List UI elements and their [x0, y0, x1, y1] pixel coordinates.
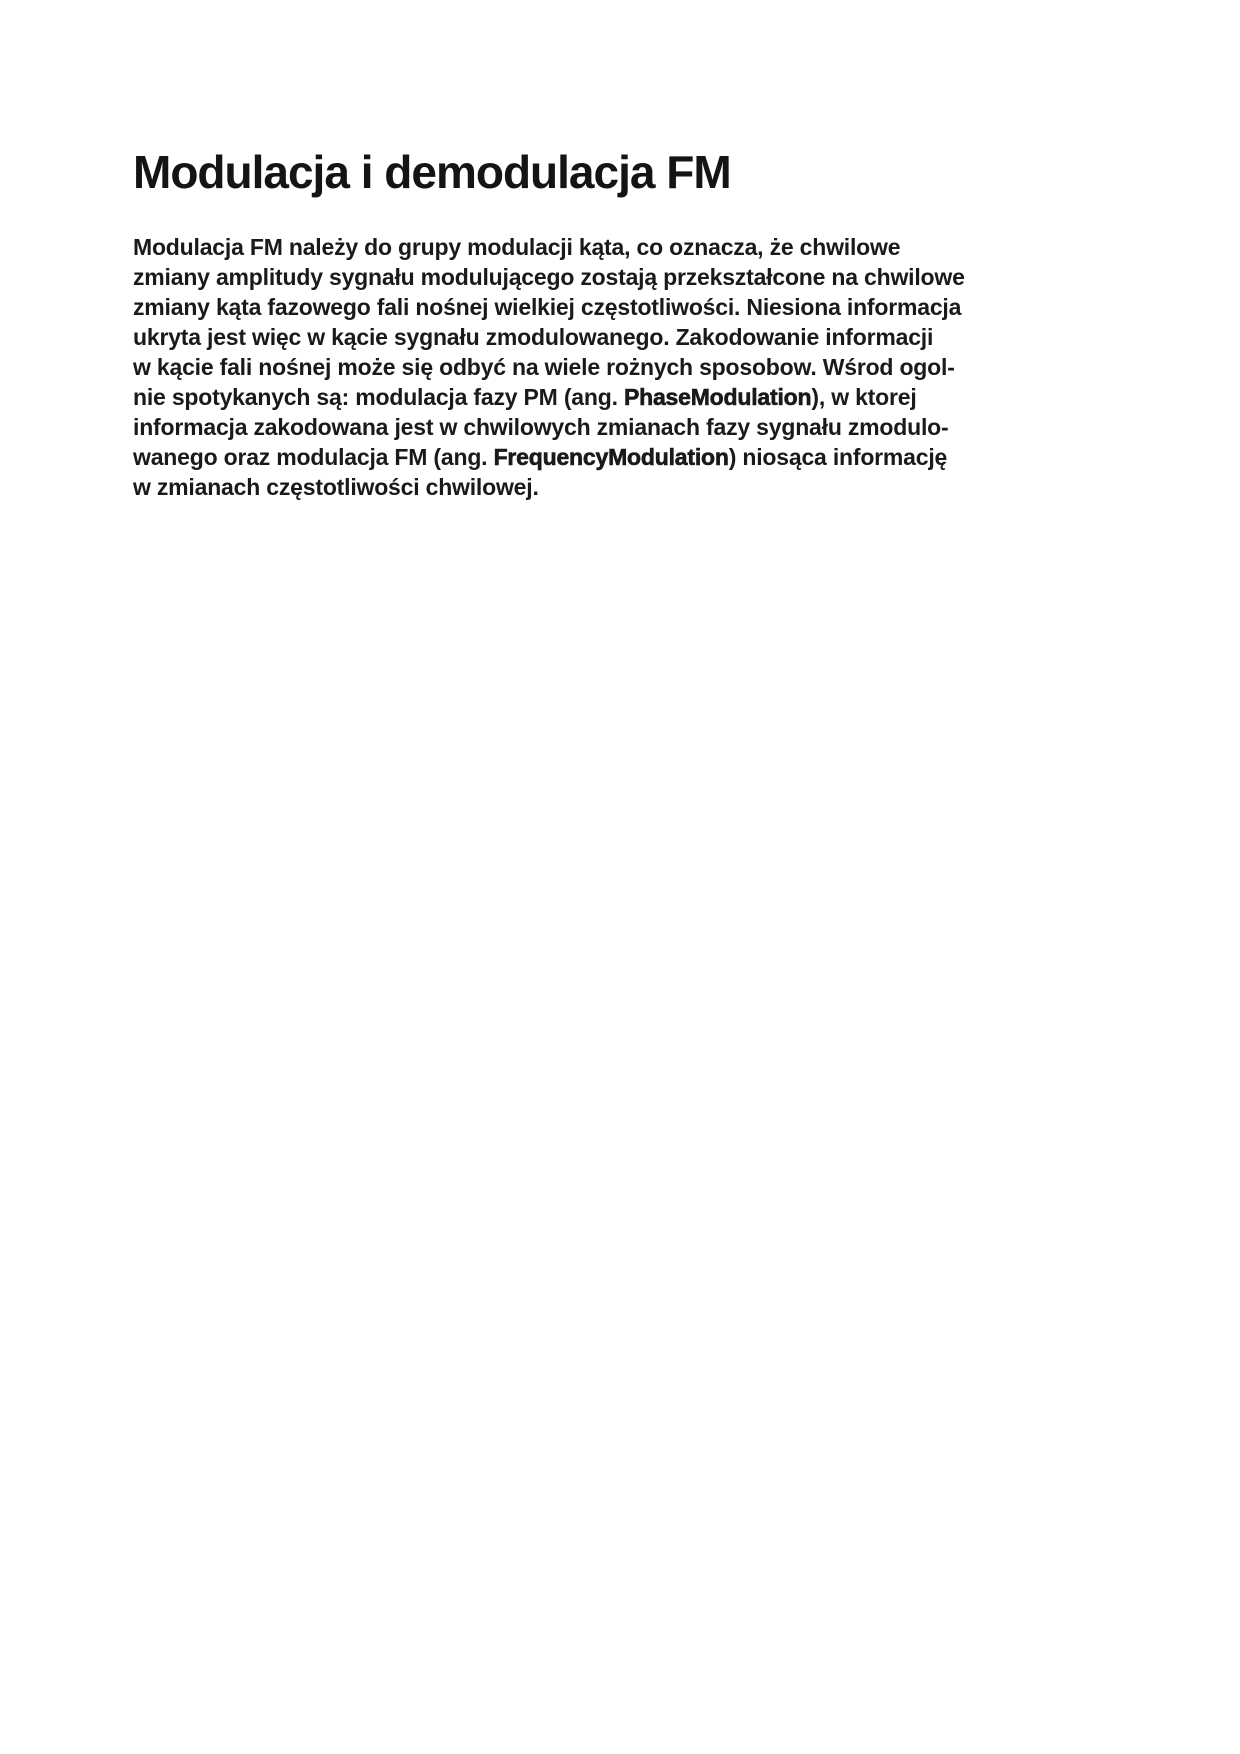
paragraph-line	[133, 412, 1033, 442]
text-segment: wanego oraz modulacja FM (ang.	[133, 444, 494, 470]
paragraph-line	[133, 442, 1033, 472]
text-segment: Modulacja FM należy do grupy modulacji kąta, co oznacza, że chwilowe	[133, 234, 901, 260]
bold-term-frequency-modulation: FrequencyModulation	[493, 444, 729, 470]
paragraph-line	[133, 262, 1033, 292]
text-segment: w kącie fali nośnej może się odbyć na wiele rożnych sposobow. Wśrod ogol-	[133, 354, 955, 380]
text-segment: w zmianach częstotliwości chwilowej.	[133, 474, 539, 500]
paragraph-line	[133, 472, 1033, 502]
text-segment: ), w ktorej	[811, 384, 917, 410]
text-segment: zmiany kąta fazowego fali nośnej wielkiej częstotliwości. Niesiona informacja	[133, 294, 962, 320]
text-segment: ) niosąca informację	[728, 444, 948, 470]
text-segment: nie spotykanych są: modulacja fazy PM (ang.	[133, 384, 624, 410]
text-segment: informacja zakodowana jest w chwilowych zmianach fazy sygnału zmodulo-	[133, 414, 949, 440]
paragraph-line	[133, 382, 1033, 412]
document-content	[133, 146, 1033, 502]
paragraph-line	[133, 322, 1033, 352]
paragraph-line	[133, 292, 1033, 322]
bold-term-phase-modulation: PhaseModulation	[623, 384, 812, 410]
text-segment: ukryta jest więc w kącie sygnału zmodulowanego. Zakodowanie informacji	[133, 324, 934, 350]
paragraph-line	[133, 352, 1033, 382]
body-paragraph	[133, 232, 1033, 502]
text-segment: zmiany amplitudy sygnału modulującego zostają przekształcone na chwilowe	[133, 264, 965, 290]
paragraph-line	[133, 232, 1033, 262]
page-title: Modulacja i demodulacja FM	[133, 146, 731, 198]
